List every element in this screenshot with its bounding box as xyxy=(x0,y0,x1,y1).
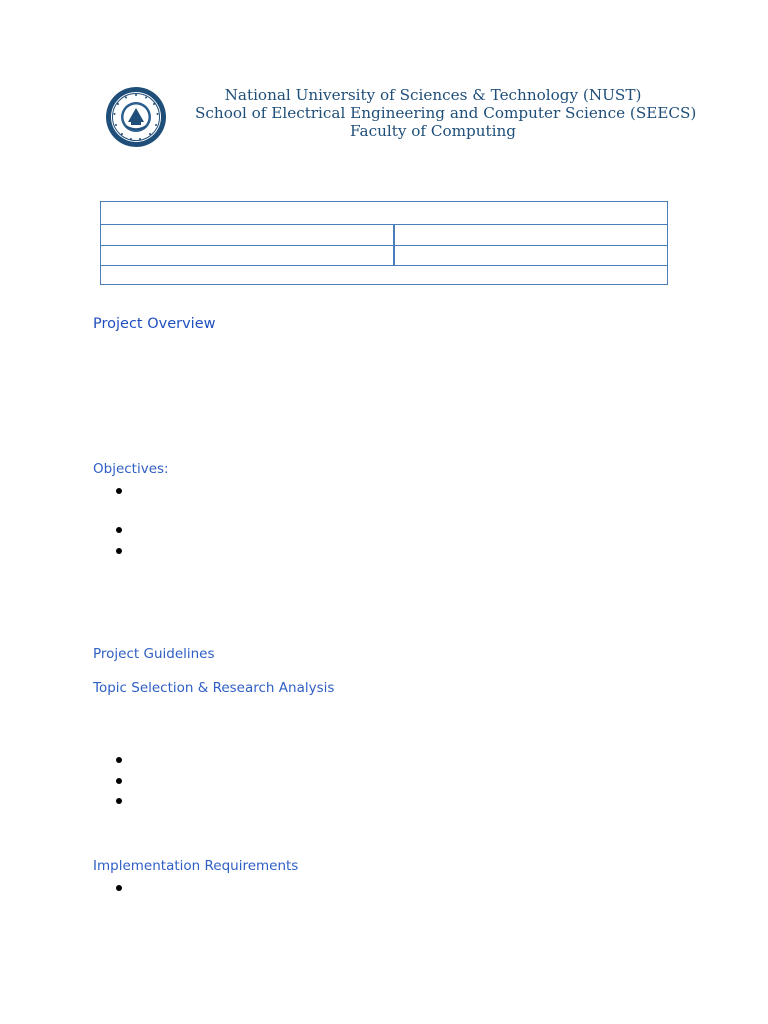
info-table-column-divider xyxy=(393,224,395,266)
topic-bullet xyxy=(116,798,122,804)
topic-bullet xyxy=(116,757,122,763)
heading-objectives: Objectives: xyxy=(93,461,169,477)
info-table xyxy=(100,201,668,285)
heading-project-guidelines: Project Guidelines xyxy=(93,646,215,662)
info-table-row xyxy=(101,224,667,245)
info-table-row xyxy=(101,245,667,266)
heading-topic-selection: Topic Selection & Research Analysis xyxy=(93,680,335,696)
header-university-name: National University of Sciences & Technology (NUST) xyxy=(224,86,642,104)
heading-project-overview: Project Overview xyxy=(93,316,216,332)
heading-implementation-requirements: Implementation Requirements xyxy=(93,858,299,874)
topic-bullet xyxy=(116,778,122,784)
objectives-bullet xyxy=(116,527,122,533)
objectives-bullet xyxy=(116,488,122,494)
document-header xyxy=(195,86,697,140)
objectives-bullet xyxy=(116,548,122,554)
university-seal-icon xyxy=(104,86,168,148)
info-table-row xyxy=(101,265,667,285)
header-faculty-name: Faculty of Computing xyxy=(350,122,516,140)
header-school-name: School of Electrical Engineering and Computer Science (SEECS) xyxy=(195,104,697,122)
implementation-bullet xyxy=(116,885,122,891)
